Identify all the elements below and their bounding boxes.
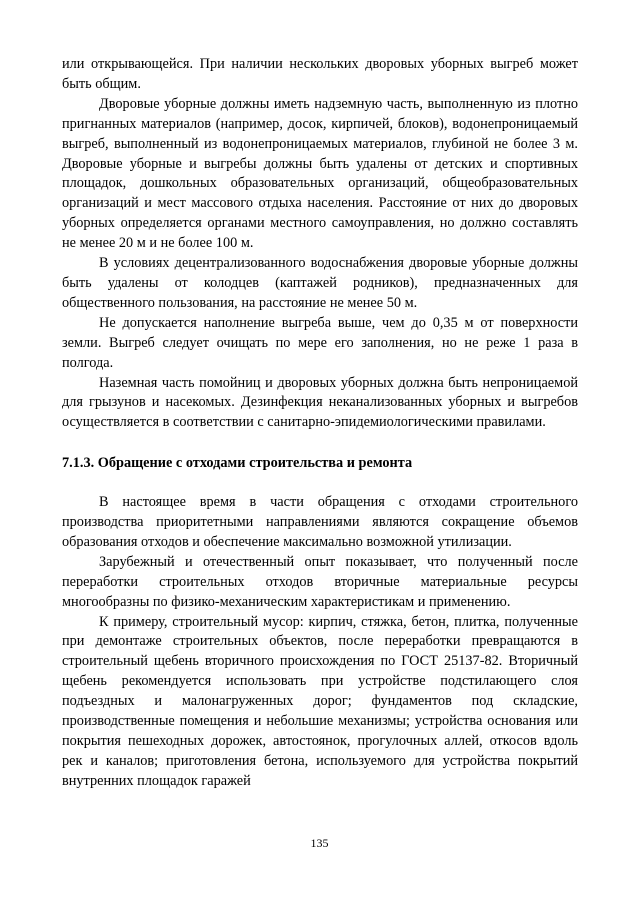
section-heading: 7.1.3. Обращение с отходами строительства и ремонта	[62, 455, 413, 472]
paragraph-secondary-gravel: К примеру, строительный мусор: кирпич, стяжка, бетон, плитка, полученные при демонтаже строительных объектов, после переработки превращаются в строительный щебень вторичного происхождения по ГОСТ 25137-82. Вторичный щебень рекомендуется использовать при устройстве подстилающего слоя подъездных и малонагруженных дорог; фундаментов под складские, производственные помещения и небольшие механизмы; устройства основания или покрытия пешеходных дорожек, автостоянок, прогулочных аллей, откосов вдоль рек и каналов; приготовления бетона, используемого для устройства покрытий внутренних площадок гаражей	[62, 613, 578, 789]
paragraph-continuation: или открывающейся. При наличии нескольких дворовых уборных выгреб может быть общим.	[62, 56, 578, 92]
spacer	[62, 474, 578, 493]
page-number: 135	[310, 836, 329, 850]
paragraph-disinfection: Наземная часть помойниц и дворовых уборных должна быть непроницаемой для грызунов и насекомых. Дезинфекция неканализованных уборных и выгребов осуществляется в соответствии с санитарно-эпидемиологическими правилами.	[62, 374, 578, 431]
paragraph-cesspool-filling: Не допускается наполнение выгреба выше, чем до 0,35 м от поверхности земли. Выгреб следует очищать по мере его заполнения, но не реже 1 раза в полгода.	[62, 314, 578, 371]
spacer	[62, 433, 578, 454]
paragraph-recycling-experience: Зарубежный и отечественный опыт показывает, что полученный после переработки строительных отходов вторичные материальные ресурсы многообразны по физико-механическим характеристикам и применению.	[62, 553, 578, 610]
paragraph-outhouse-requirements: Дворовые уборные должны иметь надземную часть, выполненную из плотно пригнанных материалов (например, досок, кирпичей, блоков), водонепроницаемый выгреб, выполненный из водонепроницаемых материалов, глубиной не более 3 м. Дворовые уборные и выгребы должны быть удалены от детских и спортивных площадок, дошкольных образовательных организаций, общеобразовательных организаций и мест массового отдыха населения. Расстояние от них до дворовых уборных определяется органами местного самоуправления, но должно составлять не менее 20 м и не более 100 м.	[62, 95, 578, 252]
document-page	[62, 55, 578, 792]
paragraph-well-distance: В условиях децентрализованного водоснабжения дворовые уборные должны быть удалены от колодцев (каптажей родников), предназначенных для общественного пользования, на расстояние не менее 50 м.	[62, 255, 578, 311]
paragraph-construction-waste-priorities: В настоящее время в части обращения с отходами строительного производства приоритетными направлениями являются сокращение объемов образования отходов и обеспечение максимально возможной утилизации.	[62, 494, 578, 550]
